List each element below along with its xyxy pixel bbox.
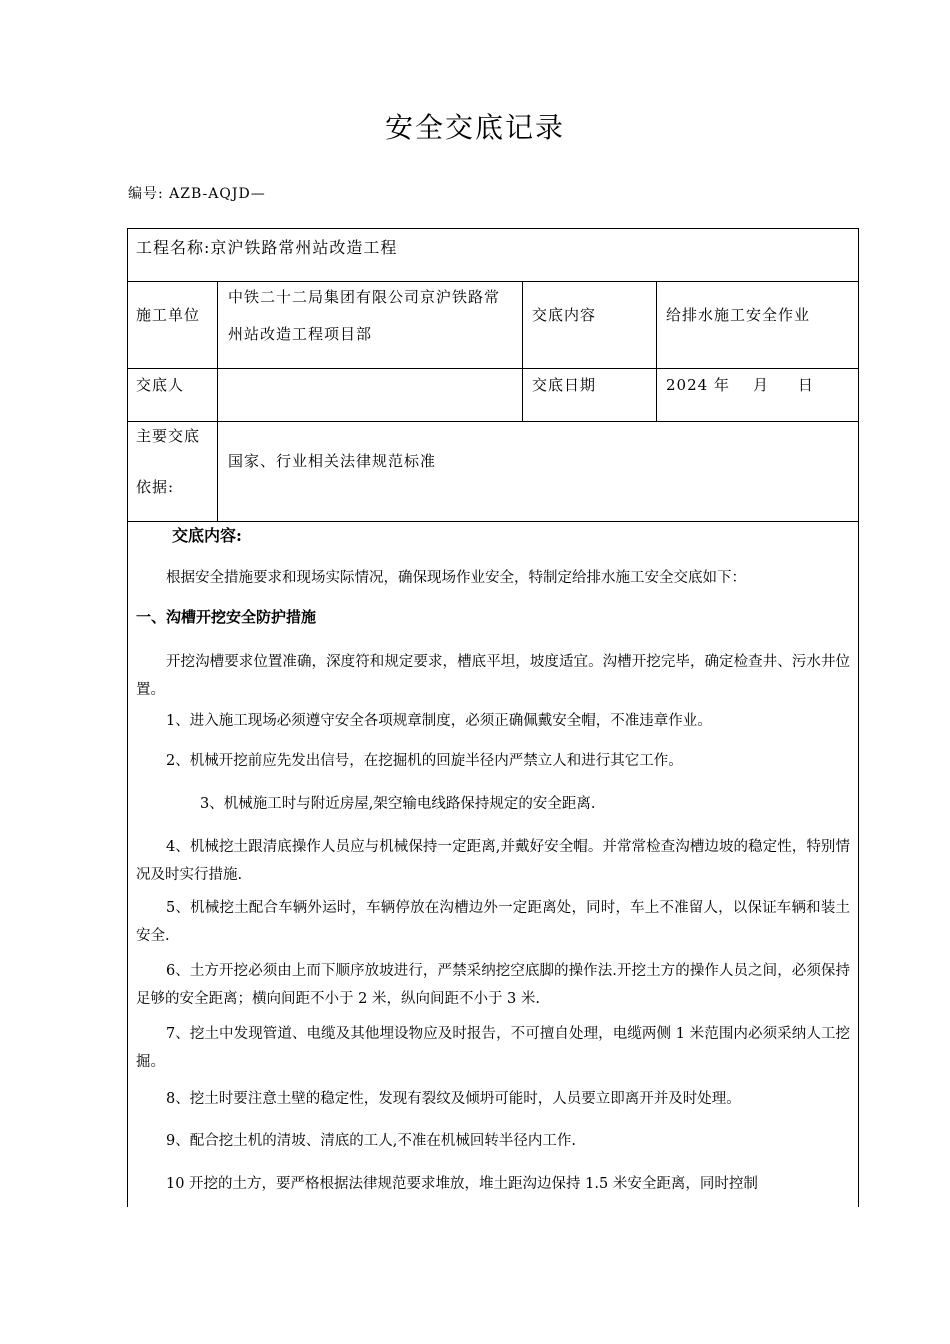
list-item: 10 开挖的土方，要严格根据法律规范要求堆放，堆土距沟边保持 1.5 米安全距离，同时控制 [166, 1176, 758, 1192]
row-divider [128, 281, 858, 282]
basis-label-line1: 主要交底 [136, 427, 201, 445]
list-item: 4、机械挖土跟清底操作人员应与机械保持一定距离,并戴好安全帽。并常常检查沟槽边坡的稳定性，特别情况及时实行措施. [136, 839, 850, 883]
column-divider [656, 281, 657, 421]
column-divider [522, 281, 523, 421]
section-1-title: 一、沟槽开挖安全防护措施 [136, 608, 317, 626]
construction-unit-value-line2: 州站改造工程项目部 [228, 325, 373, 343]
construction-unit-label: 施工单位 [136, 306, 201, 324]
document-number: 编号: AZB-AQJD— [128, 186, 266, 202]
list-item: 7、挖土中发现管道、电缆及其他埋设物应及时报告，不可擅自处理，电缆两侧 1 米范围内必须采纳人工挖掘。 [136, 1026, 850, 1070]
project-name-row [136, 235, 397, 258]
content-heading: 交底内容: [172, 526, 242, 545]
content-intro: 根据安全措施要求和现场实际情况，确保现场作业安全，特制定给排水施工安全交底如下： [166, 570, 746, 586]
document-title: 安全交底记录 [384, 111, 565, 144]
project-name-label: 工程名称: [136, 238, 211, 257]
row-divider [128, 368, 858, 369]
list-item: 5、机械挖土配合车辆外运时，车辆停放在沟槽边外一定距离处，同时，车上不准留人，以保证车辆和装土安全. [136, 900, 850, 944]
row-divider [128, 421, 858, 422]
basis-value: 国家、行业相关法律规范标准 [228, 452, 437, 470]
record-table [127, 228, 859, 1207]
basis-label-line2: 依据: [136, 478, 175, 496]
list-item: 9、配合挖土机的清坡、清底的工人,不准在机械回转半径内工作. [166, 1133, 576, 1149]
list-item: 1、进入施工现场必须遵守安全各项规章制度，必须正确佩戴安全帽，不准违章作业。 [166, 713, 712, 729]
section-1-intro: 开挖沟槽要求位置准确，深度符和规定要求，槽底平坦，坡度适宜。沟槽开挖完毕，确定检查井、污水井位置。 [136, 654, 850, 698]
briefer-label: 交底人 [136, 376, 185, 394]
list-item: 6、土方开挖必须由上而下顺序放坡进行，严禁采纳挖空底脚的操作法.开挖土方的操作人员之间，必须保持足够的安全距离；横向间距不小于 2 米，纵向间距不小于 3 米. [136, 963, 850, 1007]
list-item: 2、机械开挖前应先发出信号，在挖掘机的回旋半径内严禁立人和进行其它工作。 [166, 753, 683, 769]
briefing-date-value: 2024 年 月 日 [666, 376, 814, 394]
construction-unit-value-line1: 中铁二十二局集团有限公司京沪铁路常 [228, 288, 501, 306]
briefing-content-label: 交底内容 [532, 306, 597, 324]
project-name-value: 京沪铁路常州站改造工程 [210, 238, 398, 257]
column-divider [217, 281, 218, 521]
briefing-date-label: 交底日期 [532, 376, 597, 394]
row-divider [128, 521, 858, 522]
briefing-content-value: 给排水施工安全作业 [666, 306, 811, 324]
list-item: 8、挖土时要注意土壁的稳定性，发现有裂纹及倾坍可能时，人员要立即离开并及时处理。 [166, 1091, 741, 1107]
list-item: 3、机械施工时与附近房屋,架空输电线路保持规定的安全距离. [200, 796, 596, 812]
